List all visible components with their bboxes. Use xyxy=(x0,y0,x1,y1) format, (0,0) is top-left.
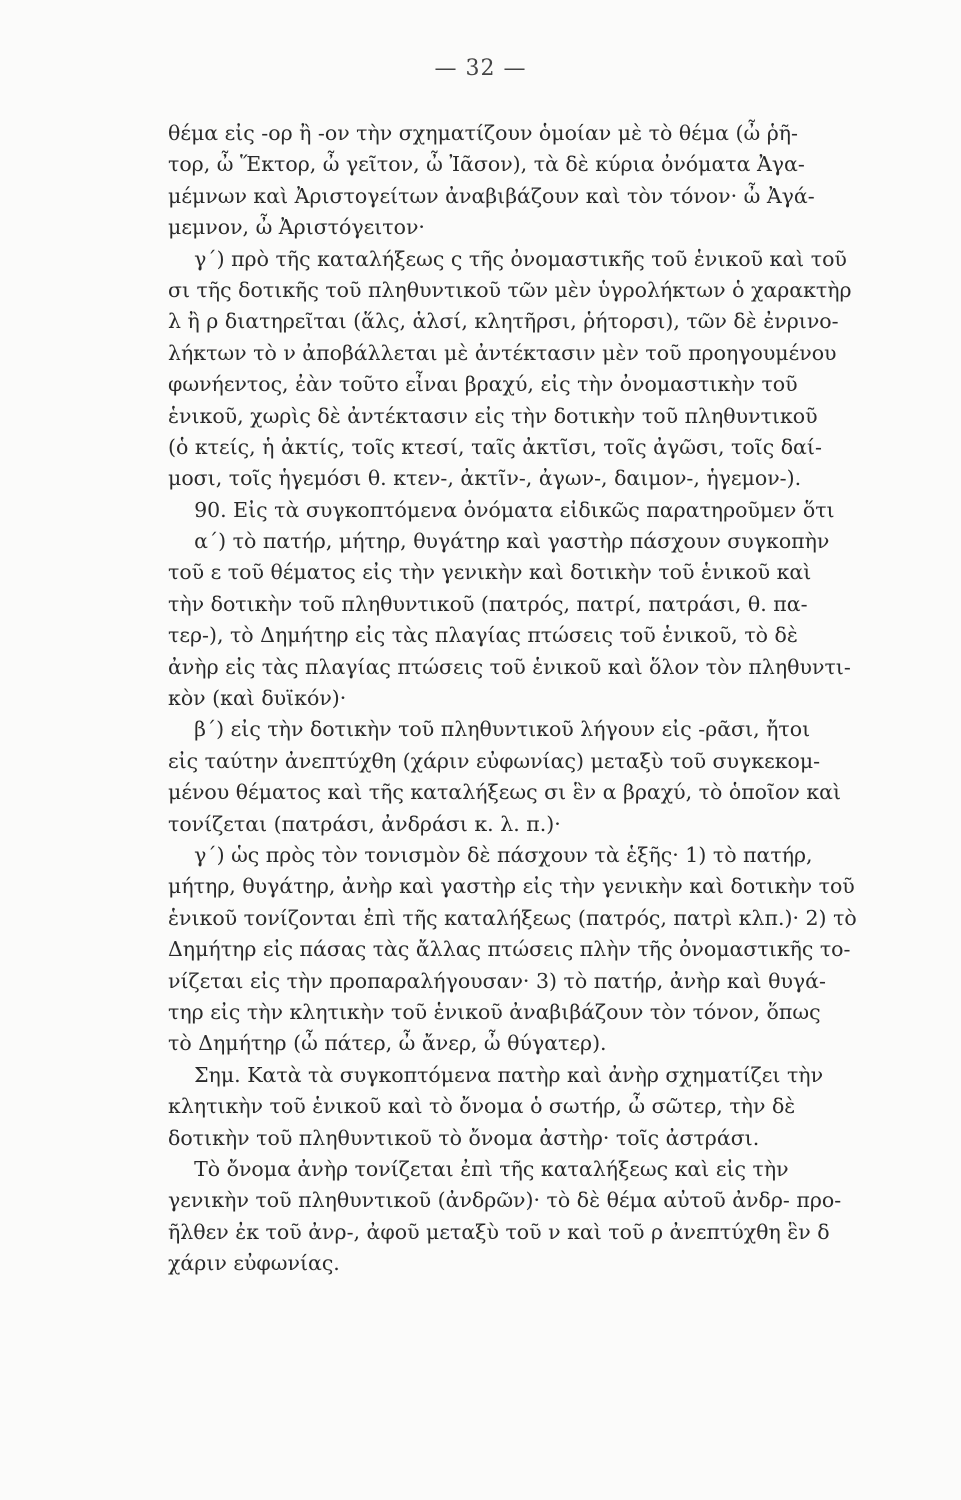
text-line: μένου θέματος καὶ τῆς καταλήξεως σι ἓν α βραχύ, τὸ ὁποῖον καὶ xyxy=(168,780,842,805)
text-line: τονίζεται (πατράσι, ἀνδράσι κ. λ. π.)· xyxy=(168,811,561,836)
text-line: χάριν εὐφωνίας. xyxy=(168,1251,340,1276)
text-line: Δημήτηρ εἰς πάσας τὰς ἄλλας πτώσεις πλὴν τῆς ὀνομαστικῆς το- xyxy=(168,937,851,962)
text-line: τορ, ὦ Ἕκτορ, ὦ γεῖτον, ὦ Ἰᾶσον), τὰ δὲ κύρια ὀνόματα Ἀγα- xyxy=(168,152,805,177)
text-line: μοσι, τοῖς ἡγεμόσι θ. κτεν-, ἀκτῖν-, ἀγων-, δαιμον-, ἡγεμον-). xyxy=(168,466,802,491)
text-line: μεμνον, ὦ Ἀριστόγειτον· xyxy=(168,215,425,240)
text-line: μέμνων καὶ Ἀριστογείτων ἀναβιβάζουν καὶ τὸν τόνον· ὦ Ἀγά- xyxy=(168,183,815,208)
text-line: Σημ. Κατὰ τὰ συγκοπτόμενα πατὴρ καὶ ἀνὴρ σχηματίζει τὴν xyxy=(168,1062,824,1087)
text-line: κὸν (καὶ δυϊκόν)· xyxy=(168,686,347,711)
text-line: εἰς ταύτην ἀνεπτύχθη (χάριν εὐφωνίας) μεταξὺ τοῦ συγκεκομ- xyxy=(168,748,821,773)
page-number: — 32 — xyxy=(434,56,527,81)
text-line: σι τῆς δοτικῆς τοῦ πληθυντικοῦ τῶν μὲν ὑγρολήκτων ὁ χαρακτὴρ xyxy=(168,277,852,302)
text-line: τὴν δοτικὴν τοῦ πληθυντικοῦ (πατρός, πατρί, πατράσι, θ. πα- xyxy=(168,591,808,616)
text-line: γενικὴν τοῦ πληθυντικοῦ (ἀνδρῶν)· τὸ δὲ θέμα αὐτοῦ ἀνδρ- προ- xyxy=(168,1188,842,1213)
text-line: τὸ Δημήτηρ (ὦ πάτερ, ὦ ἄνερ, ὦ θύγατερ). xyxy=(168,1031,607,1056)
text-line: λήκτων τὸ ν ἀποβάλλεται μὲ ἀντέκτασιν μὲν τοῦ προηγουμένου xyxy=(168,340,837,365)
text-line: ἀνὴρ εἰς τὰς πλαγίας πτώσεις τοῦ ἑνικοῦ καὶ ὅλον τὸν πληθυντι- xyxy=(168,654,851,679)
text-line: τοῦ ε τοῦ θέματος εἰς τὴν γενικὴν καὶ δοτικὴν τοῦ ἑνικοῦ καὶ xyxy=(168,560,812,585)
text-line: γ΄) ὡς πρὸς τὸν τονισμὸν δὲ πάσχουν τὰ ἑξῆς· 1) τὸ πατήρ, xyxy=(168,842,813,867)
body-text xyxy=(168,118,928,1279)
text-line: μήτηρ, θυγάτηρ, ἀνὴρ καὶ γαστὴρ εἰς τὴν γενικὴν καὶ δοτικὴν τοῦ xyxy=(168,874,855,899)
text-line: θέμα εἰς -ορ ἢ -ον τὴν σχηματίζουν ὁμοίαν μὲ τὸ θέμα (ὦ ῥῆ- xyxy=(168,121,798,145)
text-line: κλητικὴν τοῦ ἑνικοῦ καὶ τὸ ὄνομα ὁ σωτήρ, ὦ σῶτερ, τὴν δὲ xyxy=(168,1094,796,1119)
text-line: φωνήεντος, ἐὰν τοῦτο εἶναι βραχύ, εἰς τὴν ὀνομαστικὴν τοῦ xyxy=(168,372,798,397)
text-line: β΄) εἰς τὴν δοτικὴν τοῦ πληθυντικοῦ λήγουν εἰς -ρᾶσι, ἤτοι xyxy=(168,717,811,742)
text-line: α΄) τὸ πατήρ, μήτηρ, θυγάτηρ καὶ γαστὴρ πάσχουν συγκοπὴν xyxy=(168,529,830,554)
text-line: νίζεται εἰς τὴν προπαραλήγουσαν· 3) τὸ πατήρ, ἀνὴρ καὶ θυγά- xyxy=(168,968,826,993)
text-line: τηρ εἰς τὴν κλητικὴν τοῦ ἑνικοῦ ἀναβιβάζουν τὸν τόνον, ὅπως xyxy=(168,999,821,1024)
text-line: λ ἢ ρ διατηρεῖται (ἅλς, ἁλσί, κλητῆρσι, ῥήτορσι), τῶν δὲ ἐνρινο- xyxy=(168,309,839,334)
text-line: (ὁ κτείς, ἡ ἀκτίς, τοῖς κτεσί, ταῖς ἀκτῖσι, τοῖς ἀγῶσι, τοῖς δαί- xyxy=(168,434,822,459)
text-line: 90. Εἰς τὰ συγκοπτόμενα ὀνόματα εἰδικῶς παρατηροῦμεν ὅτι xyxy=(168,497,835,522)
text-line: τερ-), τὸ Δημήτηρ εἰς τὰς πλαγίας πτώσεις τοῦ ἑνικοῦ, τὸ δὲ xyxy=(168,623,798,648)
text-line: ἑνικοῦ, χωρὶς δὲ ἀντέκτασιν εἰς τὴν δοτικὴν τοῦ πληθυντικοῦ xyxy=(168,403,818,428)
text-line: Τὸ ὄνομα ἀνὴρ τονίζεται ἐπὶ τῆς καταλήξεως καὶ εἰς τὴν xyxy=(168,1156,789,1181)
text-line: γ΄) πρὸ τῆς καταλήξεως ς τῆς ὀνομαστικῆς τοῦ ἑνικοῦ καὶ τοῦ xyxy=(168,246,847,271)
text-line: δοτικὴν τοῦ πληθυντικοῦ τὸ ὄνομα ἀστὴρ· τοῖς ἀστράσι. xyxy=(168,1125,760,1150)
text-line: ἑνικοῦ τονίζονται ἐπὶ τῆς καταλήξεως (πατρός, πατρὶ κλπ.)· 2) τὸ xyxy=(168,905,857,930)
text-line: ῆλθεν ἐκ τοῦ ἀνρ-, ἀφοῦ μεταξὺ τοῦ ν καὶ τοῦ ρ ἀνεπτύχθη ἓν δ xyxy=(168,1219,830,1244)
